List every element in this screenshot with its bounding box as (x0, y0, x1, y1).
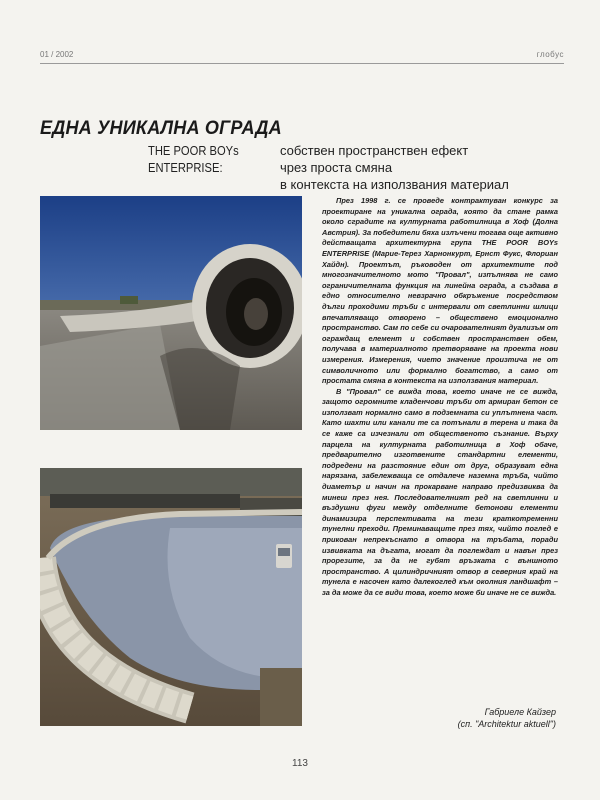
running-header (40, 50, 564, 62)
subtitle-line: чрез проста смяна (280, 160, 393, 175)
article-paragraph: През 1998 г. се проведе контрактуван конкурс за проектиране на уникална ограда, която да стане рамка около сградите на културната работилница в Хоф (Долна Австрия). За победители бяха излъчени тогава още активно действащата архитектурна група THE POOR BOYs ENTERPRISE (Марие-Терез Харнонкурт, Ернст Фукс, Флориан Хайдн). Проектът, ръководен от архитектите под многозначителното мото "Провал", изпълнява не само ограничителната функция на линейна ограда, а създава в едно относително невзрачно обкръжение посредством дълги проходими тръби с интервали от светлинни шлици впечатляващо отворено – обществено емоционално пространство. Сам по себе си очарователният дуализъм от ограждащ елемент и собствен пространствен обем, получава в материалното претворяване на проекта нови измерения. Измерения, чието значение произтича не от символичното или формално богатство, а само от простата смяна в контекста на използвания материал. (322, 196, 558, 386)
author-signature (336, 706, 556, 730)
photo-concrete-tunnel-opening (40, 196, 302, 430)
article-subtitle (148, 142, 568, 193)
subtitle-brand: THE POOR BOYs ENTERPRISE: (148, 143, 239, 175)
article-title: ЕДНА УНИКАЛНА ОГРАДА (40, 118, 282, 139)
author-name: Габриеле Кайзер (484, 707, 556, 717)
subtitle-line: в контекста на използвания материал (280, 177, 509, 192)
source-citation: (сп. "Architektur aktuell") (457, 719, 556, 729)
magazine-name: глобус (536, 50, 564, 59)
photo-curved-pipe-aerial (40, 468, 302, 726)
page-number: 113 (292, 758, 308, 769)
subtitle-lines (280, 142, 568, 193)
issue-number: 01 / 2002 (40, 50, 74, 59)
article-paragraph: В "Провал" се вижда това, което иначе не се вижда, защото огромните кладенчови тръби от армиран бетон се използват нормално само в подземната си уплътнена част. Като шахти или канали те са потънали в терена и така да се каже са изчезнали от общественото съзнание. Върху парцела на културната работилница в Хоф обаче, предварително изготвените стандартни елементи, подредени на разстояние един от друг, образуват една нарязана, забележваща се отдалече наземна тръба, чийто диаметър и начин на прокарване направо предизвиква да минеш през нея. Последователният ред на светлинни и въздушни фуги между отделните бетонови елементи динамизира перспективата на тези краткотременни тунелни преходи. Преминаващите през тях, чийто поглед е прикован непрекъснато в отвора на тръбата, поради извивката на дъгата, могат да поглеждат и навън през прорезите, за да не губят връзката с външното пространство. А цилиндричният отвор в северния край на тунела е насочен като далекоглед към околния ландшафт – за да може да се види това, което може би иначе не се вижда. (322, 386, 558, 597)
article-body (322, 196, 558, 599)
header-divider (40, 63, 564, 64)
subtitle-line: собствен пространствен ефект (280, 143, 469, 158)
